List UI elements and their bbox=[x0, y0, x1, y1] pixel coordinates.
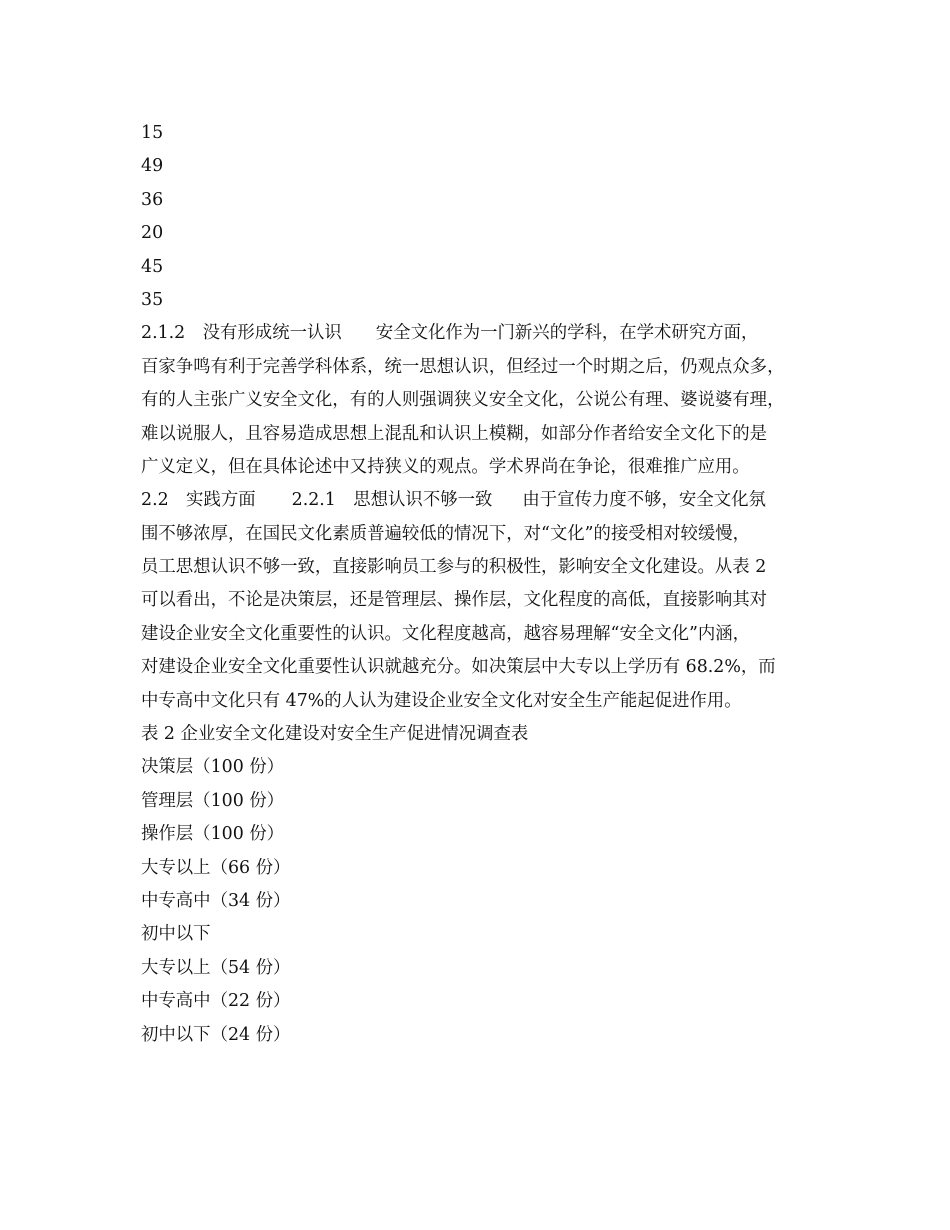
document-body bbox=[141, 117, 831, 1052]
table-row-label: 决策层（100 份） bbox=[141, 757, 285, 778]
section-heading-2-1-2: 2.1.2 没有形成统一认识 bbox=[141, 323, 342, 344]
table-row-label: 初中以下（24 份） bbox=[141, 1024, 291, 1045]
table-number: 45 bbox=[141, 256, 164, 277]
table-row-label: 初中以下 bbox=[141, 924, 211, 945]
paragraph-line: 员工思想认识不够一致，直接影响员工参与的积极性，影响安全文化建设。从表 2 bbox=[141, 557, 767, 578]
paragraph-text: 由于宣传力度不够，安全文化氛 bbox=[522, 490, 766, 511]
paragraph-line: 百家争鸣有利于完善学科体系，统一思想认识，但经过一个时期之后，仍观点众多， bbox=[141, 356, 785, 377]
paragraph-line: 广义定义，但在具体论述中又持狭义的观点。学术界尚在争论，很难推广应用。 bbox=[141, 456, 750, 477]
table-number: 49 bbox=[141, 156, 164, 177]
paragraph-line: 对建设企业安全文化重要性认识就越充分。如决策层中大专以上学历有 68.2%，而 bbox=[141, 657, 776, 678]
table-row-label: 大专以上（66 份） bbox=[141, 857, 291, 878]
table-number: 20 bbox=[141, 223, 164, 244]
table-row-label: 大专以上（54 份） bbox=[141, 957, 291, 978]
paragraph-line: 中专高中文化只有 47%的人认为建设企业安全文化对安全生产能起促进作用。 bbox=[141, 690, 742, 711]
table-caption: 表 2 企业安全文化建设对安全生产促进情况调查表 bbox=[141, 724, 529, 745]
paragraph-line: 可以看出，不论是决策层，还是管理层、操作层，文化程度的高低，直接影响其对 bbox=[141, 590, 768, 611]
table-row-label: 中专高中（22 份） bbox=[141, 991, 291, 1012]
table-number: 36 bbox=[141, 189, 164, 210]
section-2-1-2-line-1 bbox=[141, 317, 831, 350]
section-heading-2-2: 2.2 实践方面 bbox=[141, 490, 256, 511]
paragraph-line: 难以说服人，且容易造成思想上混乱和认识上模糊，如部分作者给安全文化下的是 bbox=[141, 423, 768, 444]
paragraph-line: 围不够浓厚，在国民文化素质普遍较低的情况下，对“文化”的接受相对较缓慢， bbox=[141, 523, 751, 544]
paragraph-line: 有的人主张广义安全文化，有的人则强调狭义安全文化，公说公有理、婆说婆有理， bbox=[141, 390, 785, 411]
paragraph-text: 安全文化作为一门新兴的学科，在学术研究方面， bbox=[375, 323, 759, 344]
table-number: 15 bbox=[141, 123, 164, 143]
table-row-label: 中专高中（34 份） bbox=[141, 890, 291, 911]
table-row-label: 管理层（100 份） bbox=[141, 790, 285, 811]
section-2-2-line-1 bbox=[141, 484, 831, 517]
table-row-label: 操作层（100 份） bbox=[141, 824, 285, 845]
paragraph-line: 建设企业安全文化重要性的认识。文化程度越高，越容易理解“安全文化”内涵， bbox=[141, 623, 751, 644]
section-heading-2-2-1: 2.2.1 思想认识不够一致 bbox=[291, 490, 493, 511]
table-number: 35 bbox=[141, 289, 164, 310]
